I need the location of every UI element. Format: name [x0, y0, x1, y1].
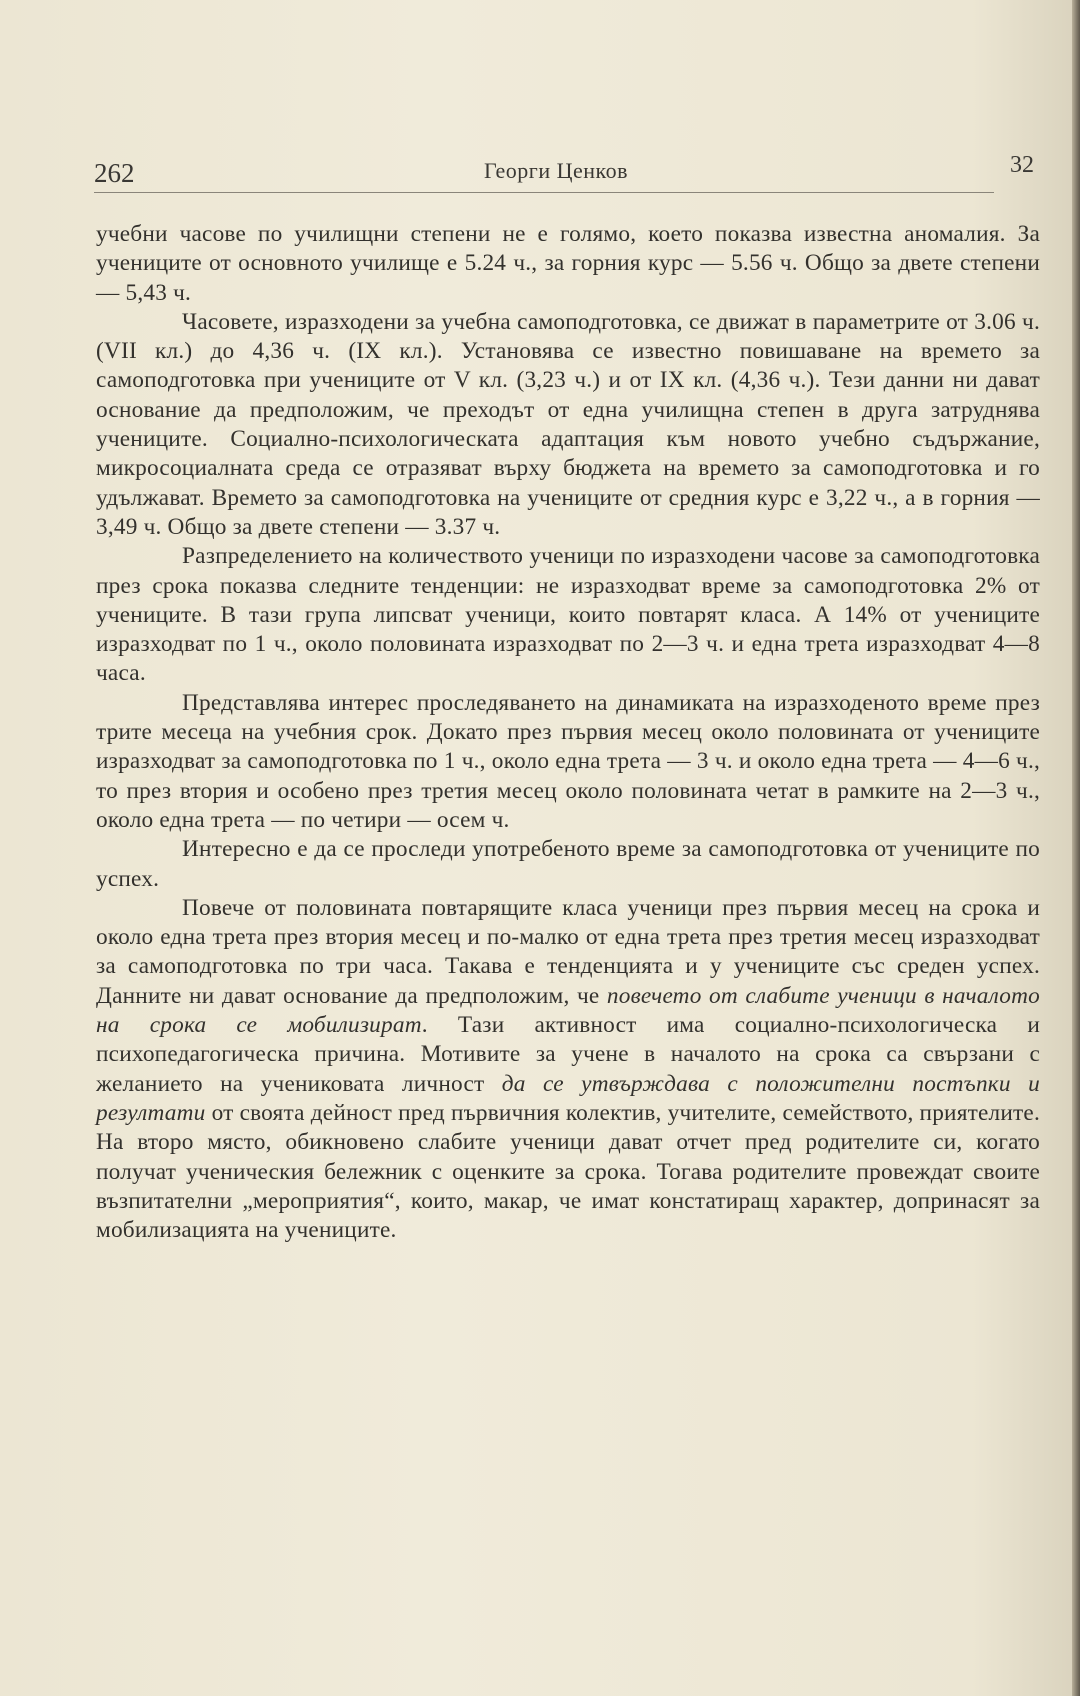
paragraph-text: . Тази активност има социално-психологическа и психопедагогическа причина. Мотивите за учене в началото на срока са свързани с желанието на учениковата личност — [96, 1012, 1041, 1097]
emphasized-text: да се утвърждава с положителни постъпки и резултати — [96, 1070, 1040, 1126]
header-rule — [94, 192, 994, 193]
paragraph — [96, 835, 1040, 894]
signature-mark: 32 — [1010, 152, 1034, 178]
paragraph — [96, 220, 1040, 308]
paragraph — [96, 308, 1040, 542]
running-author: Георги Ценков — [484, 158, 628, 183]
paragraph-text: Повече от половината повтарящите класа ученици през първия месец на срока и около една трета през втория месец и по-малко от една трета през третия месец изразходват за самоподготовка по три часа. Такава е тенденцията и у учениците със среден успех. Данните ни дават основание да предположим, че — [96, 894, 1040, 1009]
emphasized-text: повечето от слабите ученици в началото на срока се мобилизират — [96, 982, 1040, 1039]
paragraph-text: Представлява интерес проследяването на динамиката на изразходеното време през трите месеца на учебния срок. Докато през първия месец около половината от учениците изразходват за самоподготовка по 1 ч., около една трета — 3 ч. и около една трета — 4—6 ч., то през втория и особено през третия месец около половината четат в рамките на 2—3 ч., около една трета — по четири — осем ч. — [96, 689, 1040, 833]
paragraph-text: от своята дейност пред първичния колектив, учителите, семейството, приятелите. На второ място, обикновено слабите ученици дават отчет пред родителите си, когато получат ученическия бележник с оценките за срока. Тогава родителите провеждат своите възпитателни „мероприятия“, които, макар, че имат констатиращ характер, допринасят за мобилизацията на учениците. — [96, 1099, 1040, 1244]
paragraph-text: Часовете, изразходени за учебна самоподготовка, се движат в параметрите от 3.06 ч. (VII кл.) до 4,36 ч. (IX кл.). Установява се известно повишаване на времето за самоподготовка при учениците от V кл. (3,23 ч.) и от IX кл. (4,36 ч.). Тези данни ни дават основание да предположим, че преходът от една училищна степен в друга затруднява учениците. Социално-психологическата адаптация към новото учебно съдържание, микросоциалната среда се отразяват върху бюджета на времето за самоподготовка и го удължават. Времето за самоподготовка на учениците от средния курс е 3,22 ч., а в горния — 3,49 ч. Общо за двете степени — 3.37 ч. — [96, 308, 1040, 540]
running-header — [94, 150, 1034, 196]
page-number: 262 — [94, 158, 135, 188]
paragraph-text: Интересно е да се проследи употребеното време за самоподготовка от учениците по успех. — [96, 836, 1040, 892]
body-text — [96, 220, 1040, 1245]
paragraph — [96, 894, 1040, 1246]
paragraph-text: Разпределението на количеството ученици по изразходени часове за самоподготовка през срока показва следните тенденции: не изразходват време за самоподготовка 2% от учениците. В тази група липсват ученици, които повтарят класа. А 14% от учениците изразходват по 1 ч., около половината изразходват по 2—3 ч. и една трета изразходват 4—8 часа. — [96, 543, 1040, 687]
paragraph-text: учебни часове по училищни степени не е голямо, което показва известна аномалия. За учениците от основното училище е 5.24 ч., за горния курс — 5.56 ч. Общо за двете степени — 5,43 ч. — [96, 221, 1040, 306]
paragraph — [96, 542, 1040, 688]
page-edge-shadow — [1072, 0, 1080, 1696]
paragraph — [96, 689, 1040, 835]
